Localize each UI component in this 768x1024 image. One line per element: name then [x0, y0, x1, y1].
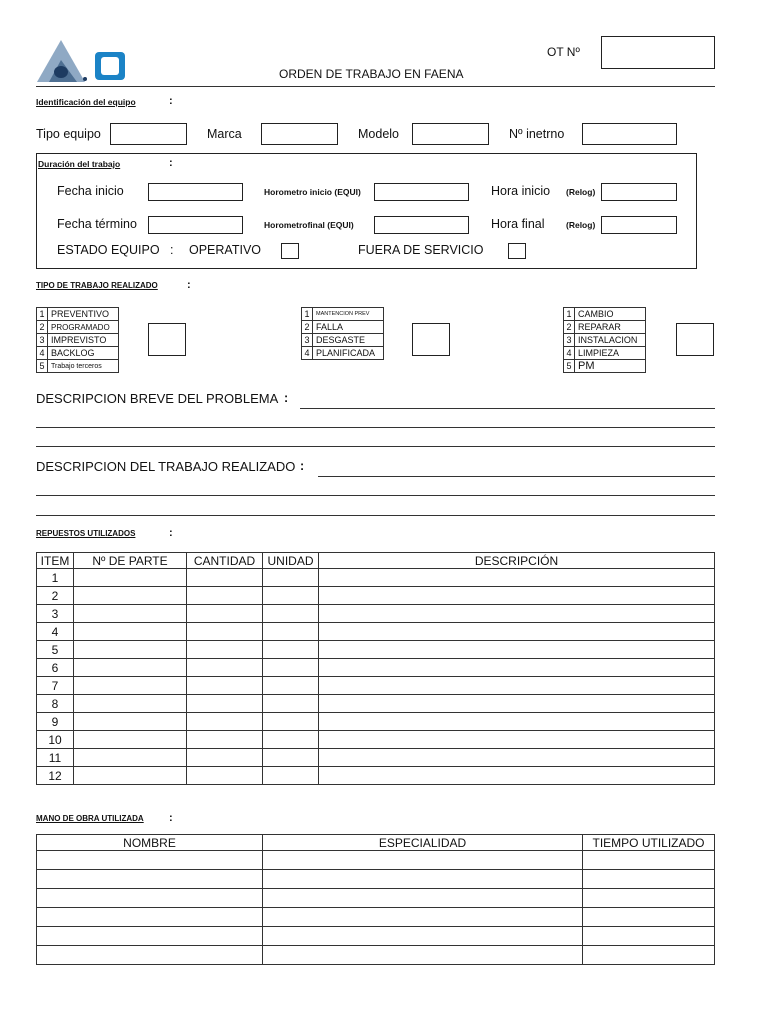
start-hourmeter-label: Horometro inicio (EQUI) — [264, 187, 361, 197]
table-row — [37, 870, 715, 889]
list-item: 2 REPARAR — [564, 321, 646, 334]
list-item: 3 DESGASTE — [302, 334, 384, 347]
table-row — [37, 946, 715, 965]
column-header-time-used: TIEMPO UTILIZADO — [583, 835, 715, 851]
column-header-description: DESCRIPCIÓN — [319, 553, 715, 569]
work-description-label: DESCRIPCION DEL TRABAJO REALIZADO — [36, 459, 296, 474]
work-type-a-answer-box[interactable] — [148, 323, 186, 356]
table-row: 9 — [37, 713, 715, 731]
work-description-line-3[interactable] — [36, 515, 715, 516]
end-clock-label: (Relog) — [566, 220, 596, 230]
list-item: 4 BACKLOG — [37, 347, 119, 360]
labor-section-colon: : — [169, 812, 173, 824]
duration-section-title: Duración del trabajo — [38, 159, 121, 169]
column-header-unit: UNIDAD — [263, 553, 319, 569]
list-item: 5 PM — [564, 360, 646, 373]
equipment-section-title: Identificación del equipo — [36, 97, 136, 107]
start-date-field[interactable] — [148, 183, 243, 201]
list-item: 1 MANTENCION PREV — [302, 308, 384, 321]
table-row — [37, 889, 715, 908]
work-type-list-b — [301, 307, 384, 360]
work-type-section-title: TIPO DE TRABAJO REALIZADO — [36, 281, 158, 290]
problem-description-line-3[interactable] — [36, 446, 715, 447]
work-type-c-answer-box[interactable] — [676, 323, 714, 356]
table-row: 3 — [37, 605, 715, 623]
table-row: 11 — [37, 749, 715, 767]
company-logo — [35, 38, 131, 84]
list-item: 5 Trabajo terceros — [37, 360, 119, 373]
end-time-label: Hora final — [491, 217, 545, 231]
table-row — [37, 927, 715, 946]
page-title: ORDEN DE TRABAJO EN FAENA — [279, 67, 464, 81]
list-item: 1 PREVENTIVO — [37, 308, 119, 321]
equipment-status-colon: : — [170, 243, 174, 257]
start-date-label: Fecha inicio — [57, 184, 124, 198]
internal-number-label: Nº inetrno — [509, 127, 565, 141]
table-row: 7 — [37, 677, 715, 695]
out-of-service-label: FUERA DE SERVICIO — [358, 243, 484, 257]
parts-table — [36, 552, 715, 785]
brand-field[interactable] — [261, 123, 338, 145]
list-item: 3 INSTALACION — [564, 334, 646, 347]
table-row: 10 — [37, 731, 715, 749]
labor-table-header — [37, 835, 715, 851]
table-row — [37, 908, 715, 927]
column-header-quantity: CANTIDAD — [187, 553, 263, 569]
problem-description-line-1[interactable] — [300, 408, 715, 409]
start-time-field[interactable] — [601, 183, 677, 201]
column-header-item: ITEM — [37, 553, 74, 569]
end-hourmeter-label: Horometrofinal (EQUI) — [264, 220, 354, 230]
work-description-line-1[interactable] — [318, 476, 715, 477]
problem-description-colon: : — [284, 391, 289, 405]
work-description-line-2[interactable] — [36, 495, 715, 496]
table-row: 6 — [37, 659, 715, 677]
list-item: 4 LIMPIEZA — [564, 347, 646, 360]
internal-number-field[interactable] — [582, 123, 677, 145]
table-row: 1 — [37, 569, 715, 587]
table-row: 4 — [37, 623, 715, 641]
equipment-type-label: Tipo equipo — [36, 127, 101, 141]
column-header-specialty: ESPECIALIDAD — [263, 835, 583, 851]
start-time-label: Hora inicio — [491, 184, 551, 198]
end-time-field[interactable] — [601, 216, 677, 234]
work-type-section-colon: : — [187, 279, 191, 291]
parts-section-title: REPUESTOS UTILIZADOS — [36, 529, 136, 538]
brand-label: Marca — [207, 127, 242, 141]
list-item: 4 PLANIFICADA — [302, 347, 384, 360]
list-item: 3 IMPREVISTO — [37, 334, 119, 347]
work-type-list-a — [36, 307, 119, 373]
column-header-name: NOMBRE — [37, 835, 263, 851]
work-description-colon: : — [300, 459, 305, 473]
work-type-list-c — [563, 307, 646, 373]
duration-section-colon: : — [169, 157, 173, 169]
table-row: 5 — [37, 641, 715, 659]
header-divider — [36, 86, 715, 87]
problem-description-line-2[interactable] — [36, 427, 715, 428]
end-date-label: Fecha término — [57, 217, 137, 231]
table-row — [37, 851, 715, 870]
end-date-field[interactable] — [148, 216, 243, 234]
table-row: 8 — [37, 695, 715, 713]
work-type-b-answer-box[interactable] — [412, 323, 450, 356]
ot-number-field[interactable] — [601, 36, 715, 69]
labor-section-title: MANO DE OBRA UTILIZADA — [36, 814, 144, 823]
operative-checkbox[interactable] — [281, 243, 299, 259]
start-hourmeter-field[interactable] — [374, 183, 469, 201]
equipment-section-colon: : — [169, 95, 173, 107]
list-item: 2 PROGRAMADO — [37, 321, 119, 334]
parts-table-header — [37, 553, 715, 569]
equipment-type-field[interactable] — [110, 123, 187, 145]
list-item: 2 FALLA — [302, 321, 384, 334]
problem-description-label: DESCRIPCION BREVE DEL PROBLEMA — [36, 391, 279, 406]
out-of-service-checkbox[interactable] — [508, 243, 526, 259]
ot-number-label: OT Nº — [547, 45, 580, 59]
column-header-part-number: Nº DE PARTE — [74, 553, 187, 569]
labor-table — [36, 834, 715, 965]
end-hourmeter-field[interactable] — [374, 216, 469, 234]
model-field[interactable] — [412, 123, 489, 145]
equipment-status-label: ESTADO EQUIPO — [57, 243, 160, 257]
operative-label: OPERATIVO — [189, 243, 262, 257]
list-item: 1 CAMBIO — [564, 308, 646, 321]
model-label: Modelo — [358, 127, 399, 141]
start-clock-label: (Relog) — [566, 187, 596, 197]
parts-section-colon: : — [169, 527, 173, 539]
table-row: 12 — [37, 767, 715, 785]
table-row: 2 — [37, 587, 715, 605]
